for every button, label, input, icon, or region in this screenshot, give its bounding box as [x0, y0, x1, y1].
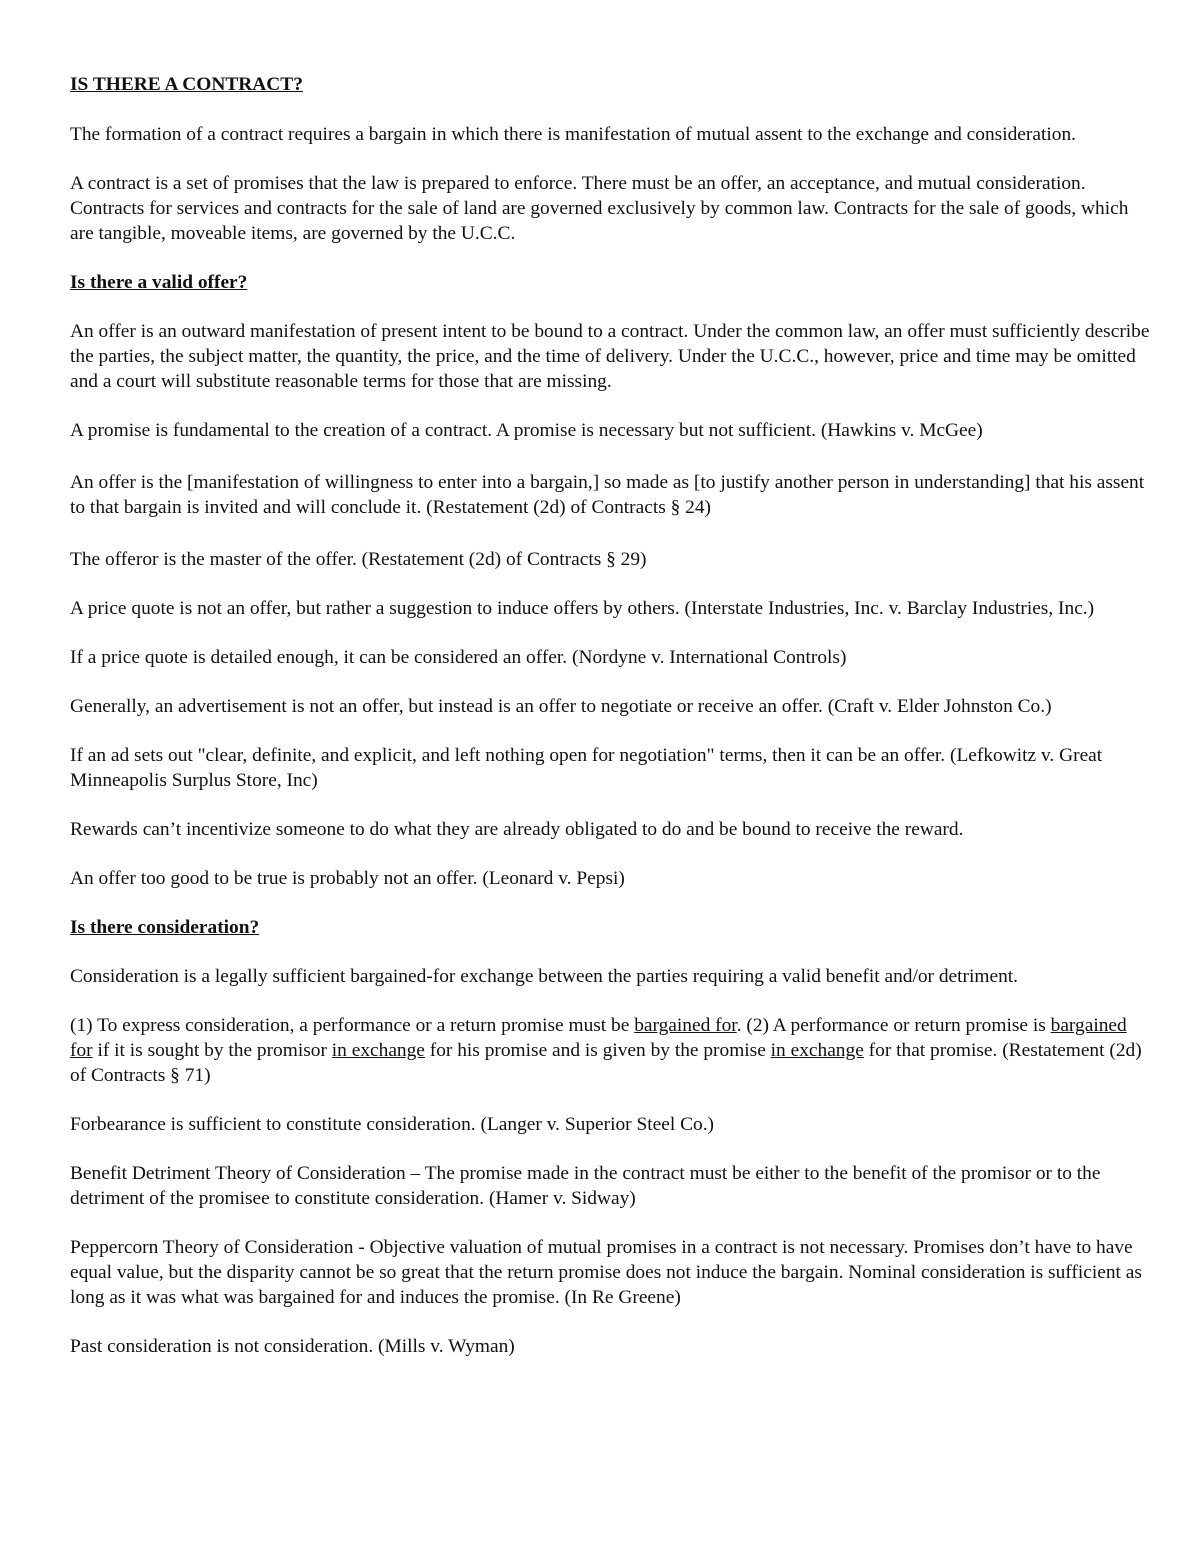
consideration-paragraph: Peppercorn Theory of Consideration - Objective valuation of mutual promises in a contract is not necessary. Promises don’t have to have equal value, but the disparity cannot be so great that the return promise does not induce the bargain. Nominal consideration is sufficient as long as it was what was bargained for and induces the promise. (In Re Greene): [70, 1237, 1142, 1308]
consideration-section-heading: Is there consideration?: [70, 917, 260, 938]
text-run: . (2) A performance or return promise is: [736, 1015, 1051, 1036]
text-run: (1) To express consideration, a performance or a return promise must be: [70, 1015, 635, 1036]
text-run: for his promise and is given by the promise: [424, 1040, 771, 1061]
document-page: [70, 72, 1150, 1383]
intro-paragraph: The formation of a contract requires a bargain in which there is manifestation of mutual assent to the exchange and consideration.: [70, 124, 1076, 145]
intro-paragraph: A contract is a set of promises that the law is prepared to enforce. There must be an offer, an acceptance, and mutual consideration. Contracts for services and contracts for the sale of land are governed exclusively by common law. Contracts for the sale of goods, which are tangible, moveable items, are governed by the U.C.C.: [70, 173, 1129, 244]
consideration-paragraph: Benefit Detriment Theory of Consideration – The promise made in the contract must be either to the benefit of the promisor or to the detriment of the promisee to constitute consideration. (Hamer v. Sidway): [70, 1163, 1101, 1209]
restatement-71-paragraph: [70, 1013, 1150, 1088]
offer-paragraph: If an ad sets out "clear, definite, and explicit, and left nothing open for negotiation" terms, then it can be an offer. (Lefkowitz v. Great Minneapolis Surplus Store, Inc): [70, 745, 1103, 791]
underlined-term: bargained for: [634, 1015, 737, 1036]
text-run: for that promise. (Restatement (2d) of Contracts § 71): [70, 1040, 1142, 1086]
underlined-term: in exchange: [770, 1040, 864, 1061]
offer-paragraph: An offer too good to be true is probably not an offer. (Leonard v. Pepsi): [70, 868, 625, 889]
page-title: IS THERE A CONTRACT?: [70, 74, 303, 95]
underlined-term: bargained for: [70, 1015, 1127, 1061]
consideration-paragraph: Forbearance is sufficient to constitute consideration. (Langer v. Superior Steel Co.): [70, 1114, 715, 1135]
offer-paragraph: The offeror is the master of the offer. (Restatement (2d) of Contracts § 29): [70, 549, 647, 570]
underlined-term: in exchange: [331, 1040, 425, 1061]
offer-section-heading: Is there a valid offer?: [70, 272, 248, 293]
offer-paragraph: Rewards can’t incentivize someone to do what they are already obligated to do and be bound to receive the reward.: [70, 819, 964, 840]
offer-paragraph: A promise is fundamental to the creation of a contract. A promise is necessary but not sufficient. (Hawkins v. McGee): [70, 420, 983, 441]
consideration-paragraph: Consideration is a legally sufficient bargained-for exchange between the parties requiring a valid benefit and/or detriment.: [70, 966, 1019, 987]
offer-paragraph: If a price quote is detailed enough, it can be considered an offer. (Nordyne v. International Controls): [70, 647, 847, 668]
consideration-paragraph: Past consideration is not consideration. (Mills v. Wyman): [70, 1336, 515, 1357]
text-run: if it is sought by the promisor: [92, 1040, 332, 1061]
offer-paragraph: An offer is the [manifestation of willingness to enter into a bargain,] so made as [to justify another person in understanding] that his assent to that bargain is invited and will conclude it. (Restatement (2d) of Contracts § 24): [70, 472, 1145, 518]
offer-paragraph: A price quote is not an offer, but rather a suggestion to induce offers by others. (Interstate Industries, Inc. v. Barclay Industries, Inc.): [70, 598, 1095, 619]
offer-paragraph: Generally, an advertisement is not an offer, but instead is an offer to negotiate or receive an offer. (Craft v. Elder Johnston Co.): [70, 696, 1052, 717]
offer-paragraph: An offer is an outward manifestation of present intent to be bound to a contract. Under the common law, an offer must sufficiently describe the parties, the subject matter, the quantity, the price, and the time of delivery. Under the U.C.C., however, price and time may be omitted and a court will substitute reasonable terms for those that are missing.: [70, 321, 1150, 392]
